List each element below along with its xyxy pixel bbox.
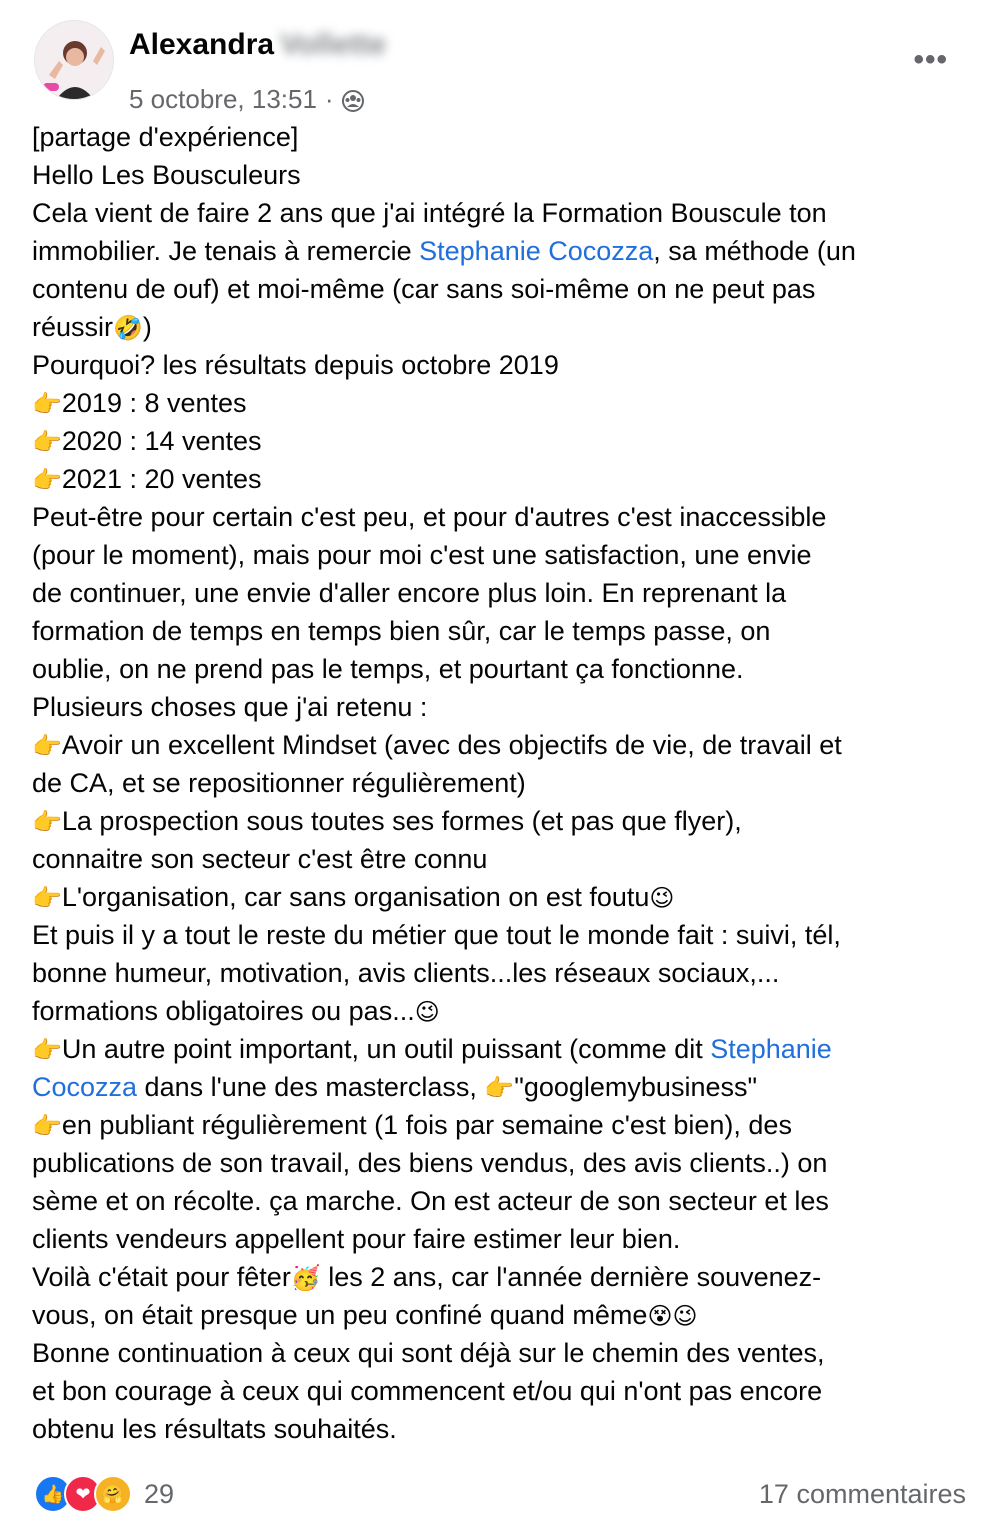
emoji-icon: 😉: [414, 999, 440, 1026]
emoji-icon: 😵: [647, 1303, 673, 1330]
post-text-line: [32, 840, 972, 878]
post-text-line: [32, 498, 972, 536]
post-text: Pourquoi? les résultats depuis octobre 2019: [32, 350, 559, 380]
post-text-line: [32, 422, 972, 460]
post-text: L'organisation, car sans organisation on est foutu: [61, 882, 650, 912]
author-first-name[interactable]: Alexandra: [129, 28, 275, 61]
post-text: vous, on était presque un peu confiné quand même: [32, 1300, 648, 1330]
post-text: Plusieurs choses que j'ai retenu :: [32, 692, 428, 722]
reactions-summary[interactable]: [34, 1475, 174, 1513]
post-text: formation de temps en temps bien sûr, car le temps passe, on: [32, 616, 771, 646]
meta-separator: ·: [324, 84, 334, 114]
post-text-line: [32, 916, 972, 954]
post-text-line: [32, 1220, 972, 1258]
post-text-line: [32, 1030, 972, 1068]
emoji-icon: 👉: [32, 391, 62, 418]
reaction-count[interactable]: 29: [144, 1478, 175, 1509]
avatar-image: [35, 21, 114, 100]
post-text-line: [32, 384, 972, 422]
emoji-icon: 👉: [32, 885, 62, 912]
post-text-line: [32, 1182, 972, 1220]
emoji-icon: 👉: [32, 467, 62, 494]
post-text-line: [32, 574, 972, 612]
author-last-name-blurred: Vollette: [280, 28, 387, 61]
post-text: , sa méthode (un: [653, 236, 856, 266]
post-text: formations obligatoires ou pas...: [32, 996, 415, 1026]
post-text: Bonne continuation à ceux qui sont déjà sur le chemin des ventes,: [32, 1338, 825, 1368]
post-text-line: [32, 1144, 972, 1182]
post-text: [partage d'expérience]: [32, 122, 299, 152]
post-text: contenu de ouf) et moi-même (car sans soi-même on ne peut pas: [32, 274, 816, 304]
group-icon[interactable]: [342, 88, 364, 110]
post-text: clients vendeurs appellent pour faire estimer leur bien.: [32, 1224, 681, 1254]
post-text: et bon courage à ceux qui commencent et/ou qui n'ont pas encore: [32, 1376, 823, 1406]
post-date[interactable]: 5 octobre, 13:51: [129, 84, 317, 114]
post-header: [34, 20, 962, 114]
emoji-icon: 😉: [672, 1303, 698, 1330]
post-text-line: [32, 156, 972, 194]
post-meta: [129, 84, 364, 114]
post-text: Avoir un excellent Mindset (avec des objectifs de vie, de travail et: [61, 730, 842, 760]
post-text: sème et on récolte. ça marche. On est acteur de son secteur et les: [32, 1186, 829, 1216]
post-text: La prospection sous toutes ses formes (et pas que flyer),: [61, 806, 742, 836]
post-text: 2019 : 8 ventes: [61, 388, 247, 418]
post-text: Un autre point important, un outil puissant (comme dit: [61, 1034, 711, 1064]
post-text: ): [142, 312, 152, 342]
post-text-line: [32, 232, 972, 270]
emoji-icon: 🤣: [113, 315, 143, 342]
post-text-line: [32, 1106, 972, 1144]
post-text: en publiant régulièrement (1 fois par semaine c'est bien), des: [61, 1110, 792, 1140]
post-text: Hello Les Bousculeurs: [32, 160, 301, 190]
post-text-line: [32, 536, 972, 574]
post-text: dans l'une des masterclass,: [137, 1072, 485, 1102]
emoji-icon: 👉: [32, 809, 62, 836]
post-text-line: [32, 1068, 972, 1106]
comments-count[interactable]: 17 commentaires: [758, 1478, 966, 1509]
post-text: 2020 : 14 ventes: [61, 426, 262, 456]
post-text: immobilier. Je tenais à remercie: [32, 236, 420, 266]
like-icon: 👍: [34, 1475, 72, 1513]
post-text-line: [32, 954, 972, 992]
post-text: "googlemybusiness": [514, 1072, 758, 1102]
post-text-line: [32, 764, 972, 802]
post-text-line: [32, 460, 972, 498]
post-footer: [34, 1470, 966, 1518]
post-text-line: [32, 992, 972, 1030]
emoji-icon: 😉: [649, 885, 675, 912]
post-text-line: [32, 726, 972, 764]
post-text-line: [32, 688, 972, 726]
post-text: réussir: [32, 312, 114, 342]
post-text-line: [32, 270, 972, 308]
post-text-line: [32, 802, 972, 840]
care-icon: 🤗: [94, 1475, 132, 1513]
mention-link[interactable]: Stephanie: [710, 1034, 832, 1064]
post-text: de CA, et se repositionner régulièrement): [32, 768, 526, 798]
post-text: connaitre son secteur c'est être connu: [32, 844, 488, 874]
post-text-line: [32, 650, 972, 688]
post-text-line: [32, 612, 972, 650]
more-options-icon[interactable]: •••: [913, 43, 948, 76]
post-text: obtenu les résultats souhaités.: [32, 1414, 397, 1444]
love-icon: ❤: [64, 1475, 102, 1513]
post-text-line: [32, 1258, 972, 1296]
post-text: de continuer, une envie d'aller encore plus loin. En reprenant la: [32, 578, 787, 608]
mention-link[interactable]: Cocozza: [32, 1072, 138, 1102]
post-text: bonne humeur, motivation, avis clients...les réseaux sociaux,...: [32, 958, 780, 988]
post-text: publications de son travail, des biens vendus, des avis clients..) on: [32, 1148, 828, 1178]
post-text-line: [32, 878, 972, 916]
emoji-icon: 👉: [32, 733, 62, 760]
post-text: Et puis il y a tout le reste du métier que tout le monde fait : suivi, tél,: [32, 920, 841, 950]
post-text-line: [32, 1296, 972, 1334]
emoji-icon: 👉: [32, 1037, 62, 1064]
mention-link[interactable]: Stephanie Cocozza: [419, 236, 654, 266]
emoji-icon: 👉: [484, 1075, 515, 1102]
post-text-line: [32, 1410, 972, 1448]
post-text: (pour le moment), mais pour moi c'est une satisfaction, une envie: [32, 540, 812, 570]
post-text: les 2 ans, car l'année dernière souvenez-: [320, 1262, 822, 1292]
post-text-line: [32, 1334, 972, 1372]
author-name[interactable]: [129, 28, 386, 62]
emoji-icon: 👉: [32, 429, 62, 456]
post-text: Voilà c'était pour fêter: [32, 1262, 291, 1292]
post-text-line: [32, 1372, 972, 1410]
emoji-icon: 👉: [32, 1113, 62, 1140]
post-text: Cela vient de faire 2 ans que j'ai intégré la Formation Bouscule ton: [32, 198, 827, 228]
avatar[interactable]: [34, 20, 114, 100]
post-text-line: [32, 308, 972, 346]
post-body: [32, 118, 972, 1448]
post-text-line: [32, 194, 972, 232]
post-text: 2021 : 20 ventes: [61, 464, 262, 494]
emoji-icon: 🥳: [290, 1265, 321, 1292]
post-text-line: [32, 346, 972, 384]
post-text: oublie, on ne prend pas le temps, et pourtant ça fonctionne.: [32, 654, 744, 684]
post-text-line: [32, 118, 972, 156]
post-text: Peut-être pour certain c'est peu, et pour d'autres c'est inaccessible: [32, 502, 827, 532]
